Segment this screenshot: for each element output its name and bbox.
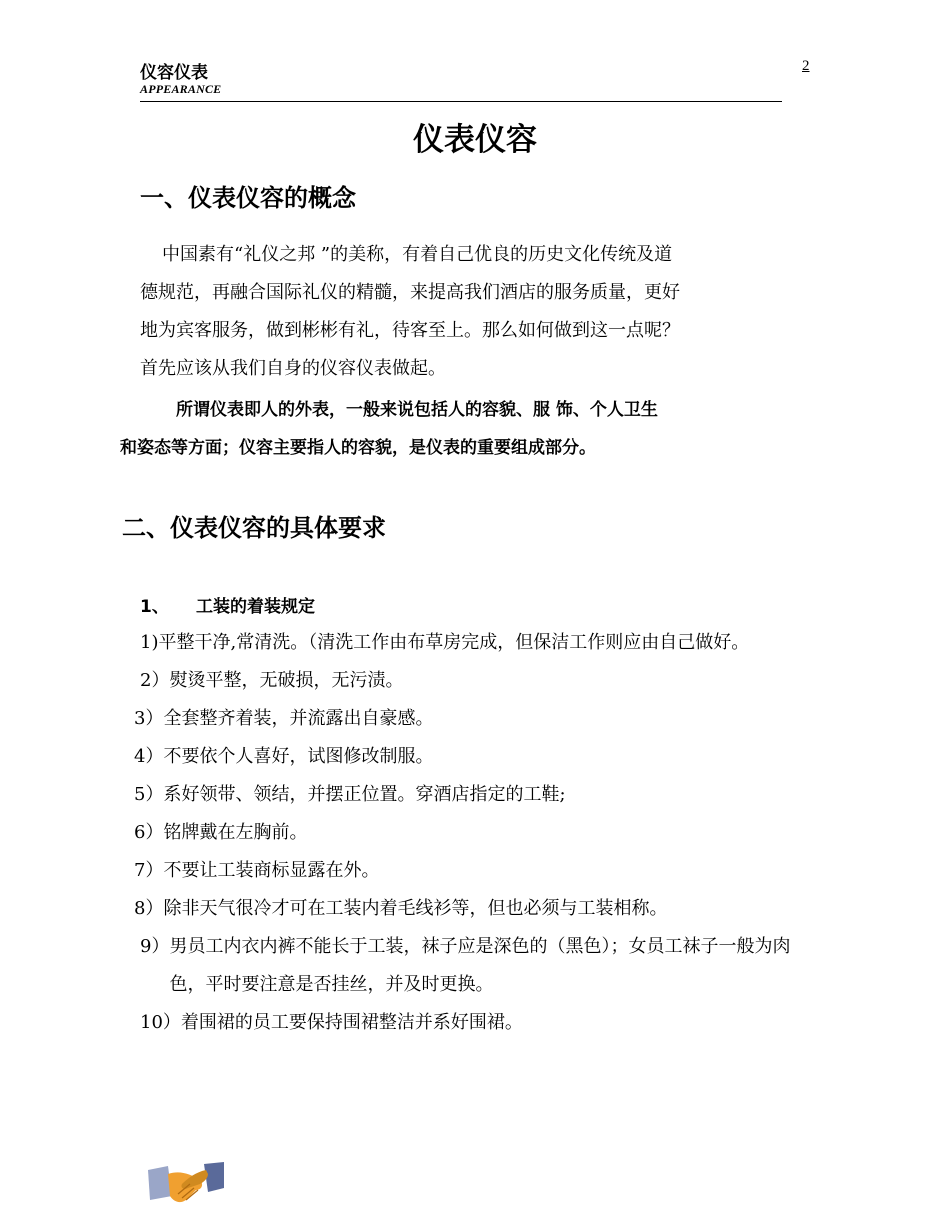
list-item-text: 着围裙的员工要保持围裙整洁并系好围裙。 [180,1012,523,1033]
paragraph-line: 德规范，再融合国际礼仪的精髓，来提高我们酒店的服务质量，更好 [140,282,680,303]
list-item-text: 系好领带、领结，并摆正位置。穿酒店指定的工鞋; [163,784,566,805]
list-item-number: 4） [134,746,164,767]
list-item [134,890,814,928]
paragraph-line: 地为宾客服务，做到彬彬有礼，待客至上。那么如何做到这一点呢？ [140,320,680,341]
list-item-text: 不要依个人喜好，试图修改制服。 [163,746,434,767]
list-item [134,776,814,814]
list-item-text: 平整干净,常清洗。（清洗工作由布草房完成，但保洁工作则应由自己做好。 [158,632,750,653]
section1-paragraph [140,236,810,388]
uniform-rules-list [134,624,814,1042]
list-item-number: 3） [134,708,164,729]
list-item [134,738,814,776]
list-item-number: 2） [140,670,170,691]
handshake-icon [146,1160,226,1208]
sleeve-left-shape [148,1166,172,1200]
list-item [134,928,814,1004]
list-item-number: 1) [140,632,159,653]
definition-line: 所谓仪表即人的外表，一般来说包括人的容貌、服 饰、个人卫生 [176,400,658,420]
section1-definition [120,391,800,467]
list-item-text: 熨烫平整，无破损，无污渍。 [169,670,404,691]
paragraph-line: 首先应该从我们自身的仪容仪表做起。 [140,358,446,379]
list-item-text: 铭牌戴在左胸前。 [163,822,308,843]
paragraph-line: 中国素有“礼仪之邦 ”的美称，有着自己优良的历史文化传统及道 [162,244,673,265]
list-item-number: 10） [140,1012,181,1033]
header-title: 仪容仪表 [140,63,208,83]
subsection-heading [140,592,315,617]
list-item [134,814,814,852]
list-item [134,700,814,738]
page-number: 2 [802,58,810,74]
list-item-number: 6） [134,822,164,843]
subsection-number: 1、 [140,597,169,617]
section1-heading: 一、仪表仪容的概念 [140,184,356,212]
list-item-text: 不要让工装商标显露在外。 [163,860,380,881]
list-item [134,662,814,700]
list-item [134,852,814,890]
list-item [134,1004,814,1042]
list-item [134,624,814,662]
list-item-number: 5） [134,784,164,805]
definition-line: 和姿态等方面；仪容主要指人的容貌，是仪表的重要组成部分。 [120,438,596,458]
list-item-text: 除非天气很冷才可在工装内着毛线衫等，但也必须与工装相称。 [163,898,668,919]
list-item-number: 7） [134,860,164,881]
list-item-text: 全套整齐着装，并流露出自豪感。 [163,708,434,729]
list-item-number: 8） [134,898,164,919]
subsection-title: 工装的着装规定 [196,597,315,617]
list-item-number: 9） [140,936,170,957]
header-rule [140,101,782,102]
section2-heading: 二、仪表仪容的具体要求 [122,514,386,542]
document-title: 仪表仪容 [413,122,537,158]
list-item-text: 男员工内衣内裤不能长于工装，袜子应是深色的（黑色）；女员工袜子一般为肉色，平时要注意是否挂丝，并及时更换。 [169,936,791,995]
header-subtitle: APPEARANCE [140,82,222,96]
